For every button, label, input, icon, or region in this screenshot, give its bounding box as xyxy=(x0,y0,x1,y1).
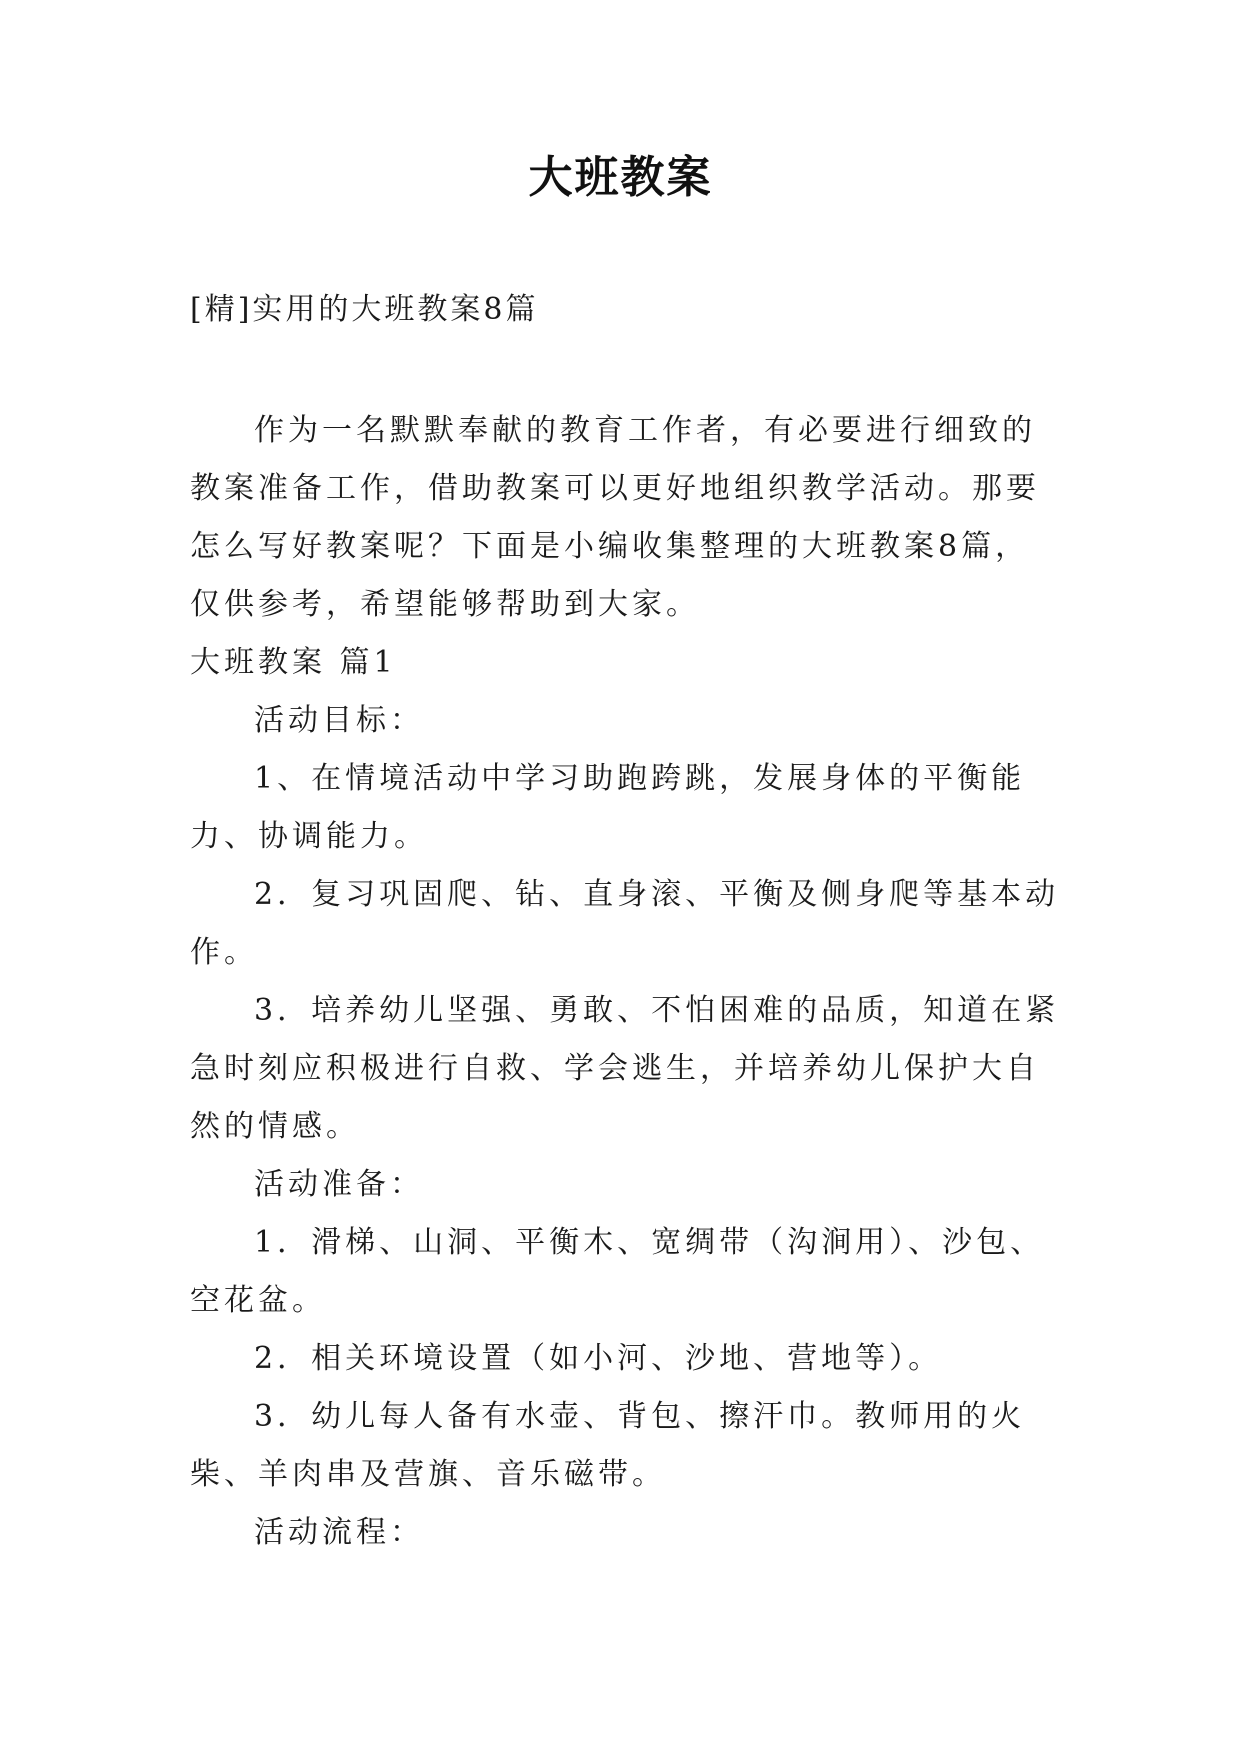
subheading-preparation: 活动准备： xyxy=(254,1167,424,1202)
subheading-goals: 活动目标： xyxy=(254,703,424,738)
document-subtitle: [精]实用的大班教案8篇 xyxy=(190,292,539,327)
goal-item-1: 1、在情境活动中学习助跑跨跳，发展身体的平衡能力、协调能力。 xyxy=(190,761,1026,854)
preparation-item-3: 3．幼儿每人备有水壶、背包、擦汗巾。教师用的火柴、羊肉串及营旗、音乐磁带。 xyxy=(190,1399,1026,1492)
subheading-process: 活动流程： xyxy=(254,1515,424,1550)
preparation-item-2: 2．相关环境设置（如小河、沙地、营地等）。 xyxy=(254,1341,943,1376)
goal-item-3: 3．培养幼儿坚强、勇敢、不怕困难的品质，知道在紧急时刻应积极进行自救、学会逃生，并培养幼儿保护大自然的情感。 xyxy=(190,993,1060,1144)
goal-item-2: 2．复习巩固爬、钻、直身滚、平衡及侧身爬等基本动作。 xyxy=(190,877,1060,970)
preparation-item-1: 1．滑梯、山洞、平衡木、宽绸带（沟涧用）、沙包、空花盆。 xyxy=(190,1225,1045,1318)
document-title: 大班教案 xyxy=(528,152,713,203)
document-body xyxy=(190,402,1060,1562)
section-heading: 大班教案 篇1 xyxy=(190,645,397,680)
intro-paragraph: 作为一名默默奉献的教育工作者，有必要进行细致的教案准备工作，借助教案可以更好地组织教学活动。那要怎么写好教案呢？下面是小编收集整理的大班教案8篇，仅供参考，希望能够帮助到大家。 xyxy=(190,413,1040,622)
